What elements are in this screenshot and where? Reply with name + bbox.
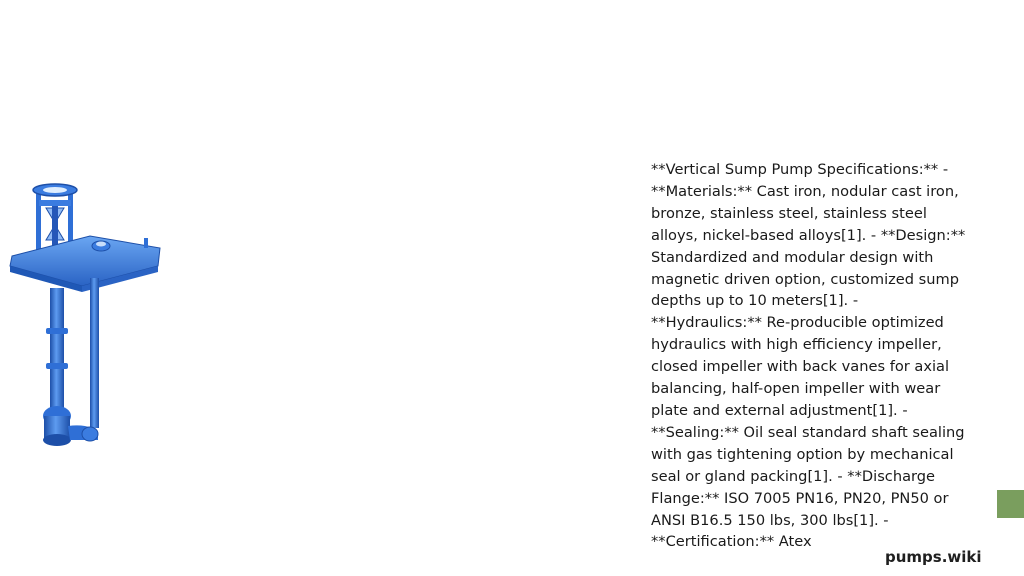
- site-watermark: pumps.wiki: [885, 548, 982, 566]
- specifications-text: **Vertical Sump Pump Specifications:** - **Materials:** Cast iron, nodular cast iron, bronze, stainless steel, stainless steel alloys, nickel-based alloys[1]. - **Design:** Standardized and modular design with magnetic driven option, customized sump depths up to 10 meters[1]. - **Hydraulics:** Re-producible optimized hydraulics with high efficiency impeller, closed impeller with back vanes for axial balancing, half-open impeller with wear plate and external adjustment[1]. - **Sealing:** Oil seal standard shaft sealing with gas tightening option by mechanical seal or gland packing[1]. - **Discharge Flange:** ISO 7005 PN16, PN20, PN50 or ANSI B16.5 150 lbs, 300 lbs[1]. - **Certification:** Atex: [651, 161, 966, 551]
- side-tab[interactable]: [997, 490, 1024, 518]
- vertical-sump-pump-icon: [8, 178, 168, 458]
